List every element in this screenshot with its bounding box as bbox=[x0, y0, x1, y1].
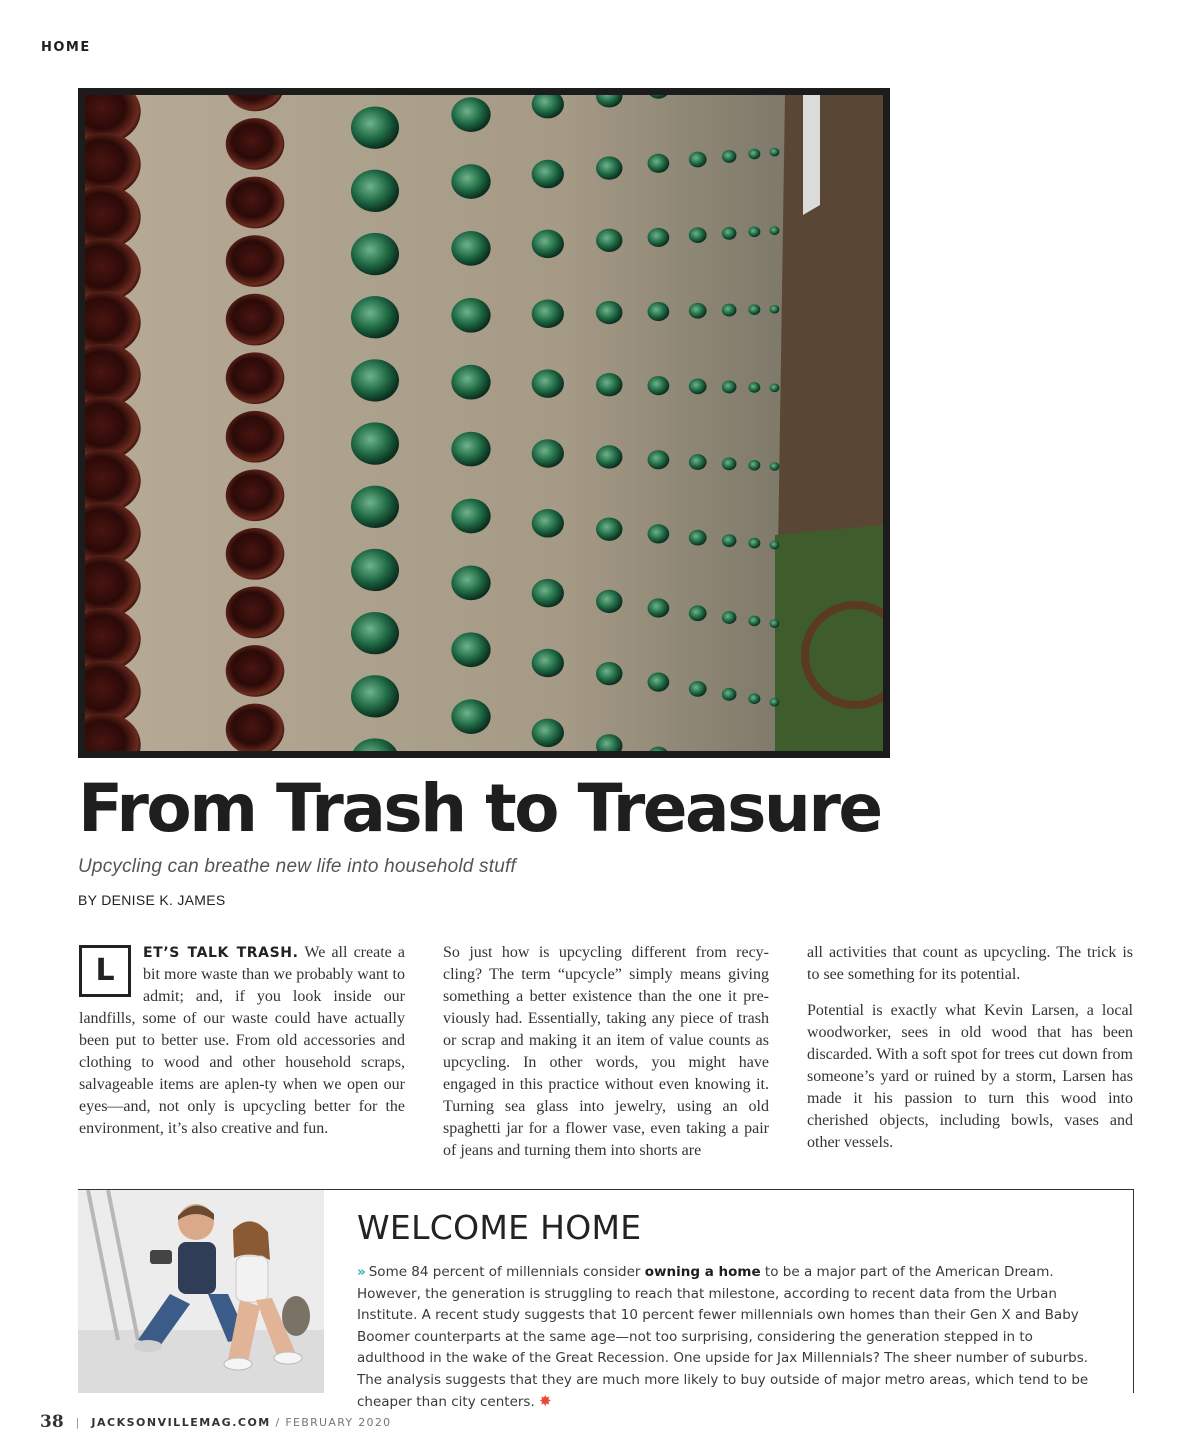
bottle-end bbox=[689, 152, 707, 168]
bottle-end bbox=[748, 149, 760, 160]
bottle-end bbox=[226, 294, 285, 346]
bottle-end bbox=[351, 233, 399, 275]
article-column-3 bbox=[807, 942, 1133, 1168]
bottle-end bbox=[648, 450, 670, 469]
bottle-end bbox=[596, 517, 622, 540]
bottle-end bbox=[770, 148, 780, 157]
sidebar-body bbox=[357, 1262, 1103, 1414]
bottle-end bbox=[226, 352, 285, 404]
bottle-end bbox=[770, 305, 780, 314]
article-subheadline: Upcycling can breathe new life into household stuff bbox=[78, 856, 516, 877]
paragraph-2: So just how is upcycling different from recy-cling? The term “upcycle” simply means giving something a better existence than the one it pre-viously had. Essentially, taking any piece of trash or scrap and making it an item of value counts as upcycling. In other words, you might have engaged in this practice without even knowing it. Turning sea glass into jewelry, using an old spaghetti jar for a flower vase, even taking a pair of jeans and turning them into shorts are bbox=[443, 944, 769, 1159]
bottle-end bbox=[451, 632, 490, 667]
bottle-end bbox=[722, 611, 737, 624]
bottle-end bbox=[596, 662, 622, 685]
paragraph-2-continued: all activities that count as upcycling. The trick is to see something for its potential. bbox=[807, 944, 1133, 983]
article-column-1 bbox=[79, 942, 405, 1154]
bottle-end bbox=[689, 681, 707, 697]
bottle-end bbox=[748, 227, 760, 238]
bottle-end bbox=[648, 302, 670, 321]
bottle-end bbox=[648, 598, 670, 617]
bottle-end bbox=[351, 612, 399, 654]
section-label: HOME bbox=[41, 40, 91, 55]
bottle-end bbox=[451, 231, 490, 266]
bottle-end bbox=[648, 154, 670, 173]
bottle-end bbox=[770, 541, 780, 550]
bottle-end bbox=[722, 304, 737, 317]
article-byline: BY DENISE K. JAMES bbox=[78, 892, 226, 908]
bottle-end bbox=[770, 619, 780, 628]
footer-separator: | bbox=[75, 1415, 80, 1429]
bottle-end bbox=[722, 227, 737, 240]
bottle-end bbox=[351, 549, 399, 591]
bottle-end bbox=[770, 226, 780, 235]
bottle-end bbox=[596, 301, 622, 324]
bottle-end bbox=[351, 675, 399, 717]
bottle-end bbox=[451, 298, 490, 333]
page-footer bbox=[40, 1412, 391, 1432]
bottle-end bbox=[648, 376, 670, 395]
bottle-end bbox=[689, 530, 707, 546]
bottle-end bbox=[722, 150, 737, 163]
bottle-end bbox=[648, 524, 670, 543]
bottle-end bbox=[451, 699, 490, 734]
bottle-end bbox=[770, 462, 780, 471]
bottle-end bbox=[596, 445, 622, 468]
bottle-end bbox=[226, 587, 285, 639]
bottle-end bbox=[226, 469, 285, 521]
bottle-end bbox=[648, 673, 670, 692]
couple-illustration bbox=[78, 1190, 324, 1393]
bottle-end bbox=[532, 649, 564, 677]
bottle-end bbox=[532, 719, 564, 747]
sidebar-title: WELCOME HOME bbox=[357, 1208, 642, 1247]
bottle-end bbox=[532, 579, 564, 607]
bottle-end bbox=[226, 645, 285, 697]
bottle-end bbox=[748, 616, 760, 627]
page-number: 38 bbox=[40, 1412, 64, 1432]
bottle-end bbox=[226, 528, 285, 580]
sidebar-text-end: to be a major part of the American Dream. However, the generation is struggling to reach that milestone, according to recent data from the Urban Institute. A recent study suggests that 10 percent fewer millennials own homes than their Gen X and Baby Boomer counterparts at the same age—not too surprising, considering the generation stepped in to adulthood in the wake of the Great Recession. One upside for Jax Millennials? The sheer number of suburbs. The analysis suggests that they are much more likely to buy outside of major metro areas, which tend to be cheaper than city centers. bbox=[357, 1264, 1089, 1410]
drop-cap: L bbox=[79, 945, 131, 997]
bottle-end bbox=[532, 439, 564, 467]
bottle-end bbox=[748, 304, 760, 315]
article-column-2 bbox=[443, 942, 769, 1176]
article-headline: From Trash to Treasure bbox=[78, 770, 881, 847]
bottle-end bbox=[226, 411, 285, 463]
bottle-end bbox=[770, 383, 780, 392]
bottle-end bbox=[596, 229, 622, 252]
bottle-end bbox=[226, 118, 285, 170]
bottle-end bbox=[451, 97, 490, 132]
bottle-end bbox=[351, 422, 399, 464]
end-mark-icon: ✸ bbox=[539, 1392, 552, 1410]
bottle-wall-illustration bbox=[85, 95, 883, 751]
bottle-end bbox=[689, 379, 707, 395]
bottle-end bbox=[596, 590, 622, 613]
bottle-end bbox=[722, 534, 737, 547]
sidebar-text-start: Some 84 percent of millennials consider bbox=[368, 1264, 645, 1280]
bottle-end bbox=[722, 457, 737, 470]
bottle-end bbox=[532, 160, 564, 188]
bottle-end bbox=[226, 177, 285, 229]
bottle-end bbox=[532, 369, 564, 397]
bottle-end bbox=[748, 382, 760, 393]
bottle-end bbox=[748, 693, 760, 704]
bottle-end bbox=[648, 228, 670, 247]
bottle-end bbox=[351, 486, 399, 528]
bottle-end bbox=[532, 509, 564, 537]
bottle-end bbox=[351, 170, 399, 212]
bottle-end bbox=[451, 499, 490, 534]
bottle-end bbox=[770, 698, 780, 707]
hero-photo bbox=[78, 88, 890, 758]
bottle-end bbox=[532, 300, 564, 328]
issue-date: / FEBRUARY 2020 bbox=[270, 1415, 392, 1429]
sidebar-bold-phrase: owning a home bbox=[644, 1264, 761, 1280]
bottle-end bbox=[689, 605, 707, 621]
bottle-end bbox=[596, 156, 622, 179]
couple-selfie-photo bbox=[78, 1190, 324, 1393]
bottle-end bbox=[351, 106, 399, 148]
lead-in: ET’S TALK TRASH. bbox=[143, 945, 299, 961]
bottle-end bbox=[596, 373, 622, 396]
bottle-end bbox=[351, 359, 399, 401]
site-name: JACKSONVILLEMAG.COM bbox=[91, 1415, 271, 1429]
bottle-end bbox=[722, 688, 737, 701]
bottle-end bbox=[689, 303, 707, 319]
bottle-end bbox=[451, 565, 490, 600]
bottle-end bbox=[722, 381, 737, 394]
bottle-end bbox=[748, 538, 760, 549]
bottle-end bbox=[689, 454, 707, 470]
bottle-end bbox=[748, 460, 760, 471]
bottle-end bbox=[451, 432, 490, 467]
bottle-end bbox=[451, 164, 490, 199]
bottle-end bbox=[532, 230, 564, 258]
paragraph-1: We all create a bit more waste than we probably want to admit; and, if you look inside our landfills, some of our waste could have actually been put to better use. From old accessories and clothing to wood and other household scraps, salvageable items are aplen-ty when we open our eyes—and, not only is upcycling better for the environment, it’s also creative and fun. bbox=[79, 944, 406, 1137]
bottle-end bbox=[226, 235, 285, 287]
paragraph-3: Potential is exactly what Kevin Larsen, a local woodworker, sees in old wood that has been discarded. With a soft spot for trees cut down from someone’s yard or ruined by a storm, Larsen has made it his passion to turn this wood into cherished objects, including bowls, vases and other vessels. bbox=[807, 1002, 1133, 1151]
bottle-end bbox=[689, 227, 707, 243]
bottle-end bbox=[451, 365, 490, 400]
double-chevron-icon: » bbox=[357, 1264, 363, 1280]
bottle-end bbox=[351, 296, 399, 338]
welcome-home-sidebar bbox=[78, 1189, 1134, 1410]
